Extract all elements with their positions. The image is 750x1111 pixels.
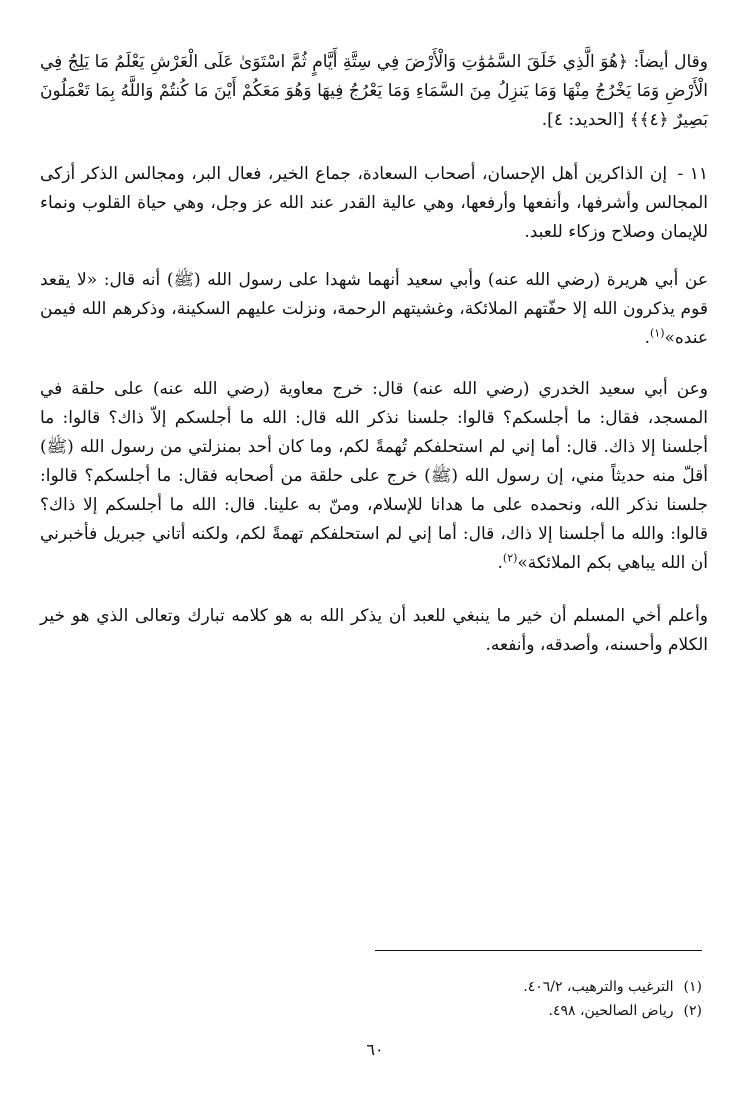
hadith-abu-said-text: وعن أبي سعيد الخدري (رضي الله عنه) قال: خرج معاوية (رضي الله عنه) على حلقة في المسجد، فقال: ما أجلسكم؟ قالوا: جلسنا نذكر الله قال: الله ما أجلسكم إلاّ ذاك؟ قالوا: ما أجلسنا إلا ذاك. قال: أما إني لم استحلفكم تُهمةً لكم، وما كان أحد بمنزلتي من رسول الله (ﷺ) أقلّ منه حديثاً مني، إن رسول الله (ﷺ) خرج على حلقة من أصحابه فقال: ما أجلسكم؟ قالوا: جلسنا نذكر الله، ونحمده على ما هدانا للإسلام، ومنّ به علينا. قال: الله ما أجلسكم إلا ذاك؟ قالوا: والله ما أجلسنا إلا ذاك، قال: أما إني لم استحلفكم تهمةً لكم، ولكنه أتاني جبريل فأخبرني أن الله يباهي بكم الملائكة» xyxy=(40,379,708,573)
footnote-divider xyxy=(375,950,702,951)
closing-paragraph xyxy=(40,602,708,660)
hadith-abu-hurayra-paragraph xyxy=(40,266,708,353)
verse-paragraph xyxy=(40,48,708,135)
footnote-item xyxy=(102,999,702,1023)
footnote-text: الترغيب والترهيب، ٤٠٦/٢. xyxy=(523,979,674,995)
footnote-number: (١) xyxy=(683,979,702,995)
sentence-end: . xyxy=(497,553,503,573)
page-number: ٦٠ xyxy=(366,1040,384,1059)
footnote-ref-1[interactable]: (١) xyxy=(649,326,665,340)
footnote-number: (٢) xyxy=(683,1003,702,1019)
point-number: ١١ - xyxy=(677,164,709,184)
point-11-text: إن الذاكرين أهل الإحسان، أصحاب السعادة، جماع الخير، فعال البر، ومجالس الذكر أزكى المجالس وأشرفها، وأنفعها وأرفعها، وهي عالية القدر عند الله عز وجل، وهي حياة القلوب ونماء للإيمان وصلاح وزكاء للعبد. xyxy=(40,164,708,242)
verse-text: وقال أيضاً: ﴿هُوَ الَّذِي خَلَقَ السَّمَٰوَٰتِ وَالْأَرْضَ فِي سِتَّةِ أَيَّامٍ ثُمَّ اسْتَوَىٰ عَلَى الْعَرْشِ يَعْلَمُ مَا يَلِجُ فِي الْأَرْضِ وَمَا يَخْرُجُ مِنْهَا وَمَا يَنزِلُ مِنَ السَّمَاءِ وَمَا يَعْرُجُ فِيهَا وَهُوَ مَعَكُمْ أَيْنَ مَا كُنتُمْ وَاللَّهُ بِمَا تَعْمَلُونَ بَصِيرٌ ﴿٤﴾﴾ [الحديد: ٤]. xyxy=(40,52,708,130)
closing-text: وأعلم أخي المسلم أن خير ما ينبغي للعبد أن يذكر الله به هو كلامه تبارك وتعالى الذي هو خير الكلام وأحسنه، وأصدقه، وأنفعه. xyxy=(40,606,708,655)
hadith-abu-hurayra-text: عن أبي هريرة (رضي الله عنه) وأبي سعيد أنهما شهدا على رسول الله (ﷺ) أنه قال: «لا يقعد قوم يذكرون الله إلا حفّتهم الملائكة، وغشيتهم الرحمة، ونزلت عليهم السكينة، وذكرهم الله فيمن عنده» xyxy=(40,270,708,348)
footnote-text: رياض الصالحين، ٤٩٨. xyxy=(548,1003,674,1019)
hadith-abu-said-paragraph xyxy=(40,375,708,578)
point-11-paragraph xyxy=(40,160,708,247)
footnote-item xyxy=(102,975,702,999)
footnotes xyxy=(102,975,702,1023)
footnote-ref-2[interactable]: (٢) xyxy=(502,551,518,565)
sentence-end: . xyxy=(644,328,650,348)
